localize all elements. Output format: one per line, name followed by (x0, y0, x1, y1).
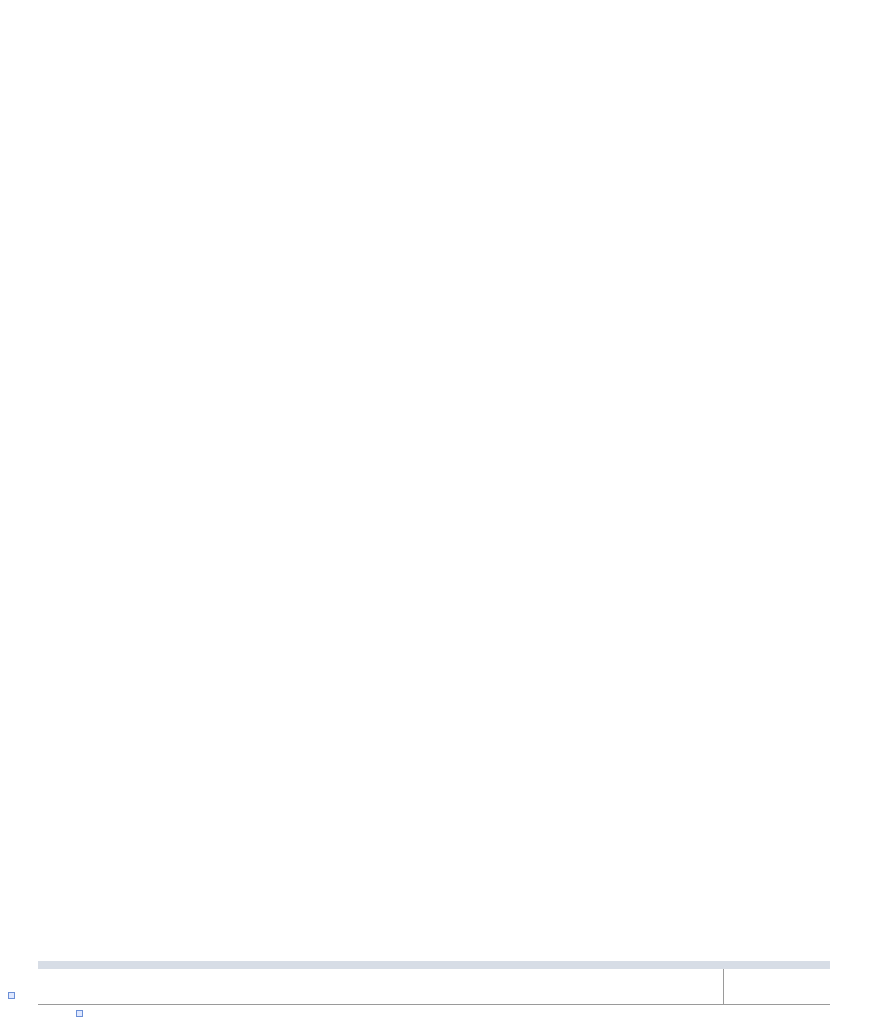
total-row (38, 969, 830, 1005)
total-separator (38, 961, 830, 969)
row-marker (8, 992, 15, 999)
total-value (723, 969, 830, 1004)
row-marker (76, 1010, 83, 1017)
